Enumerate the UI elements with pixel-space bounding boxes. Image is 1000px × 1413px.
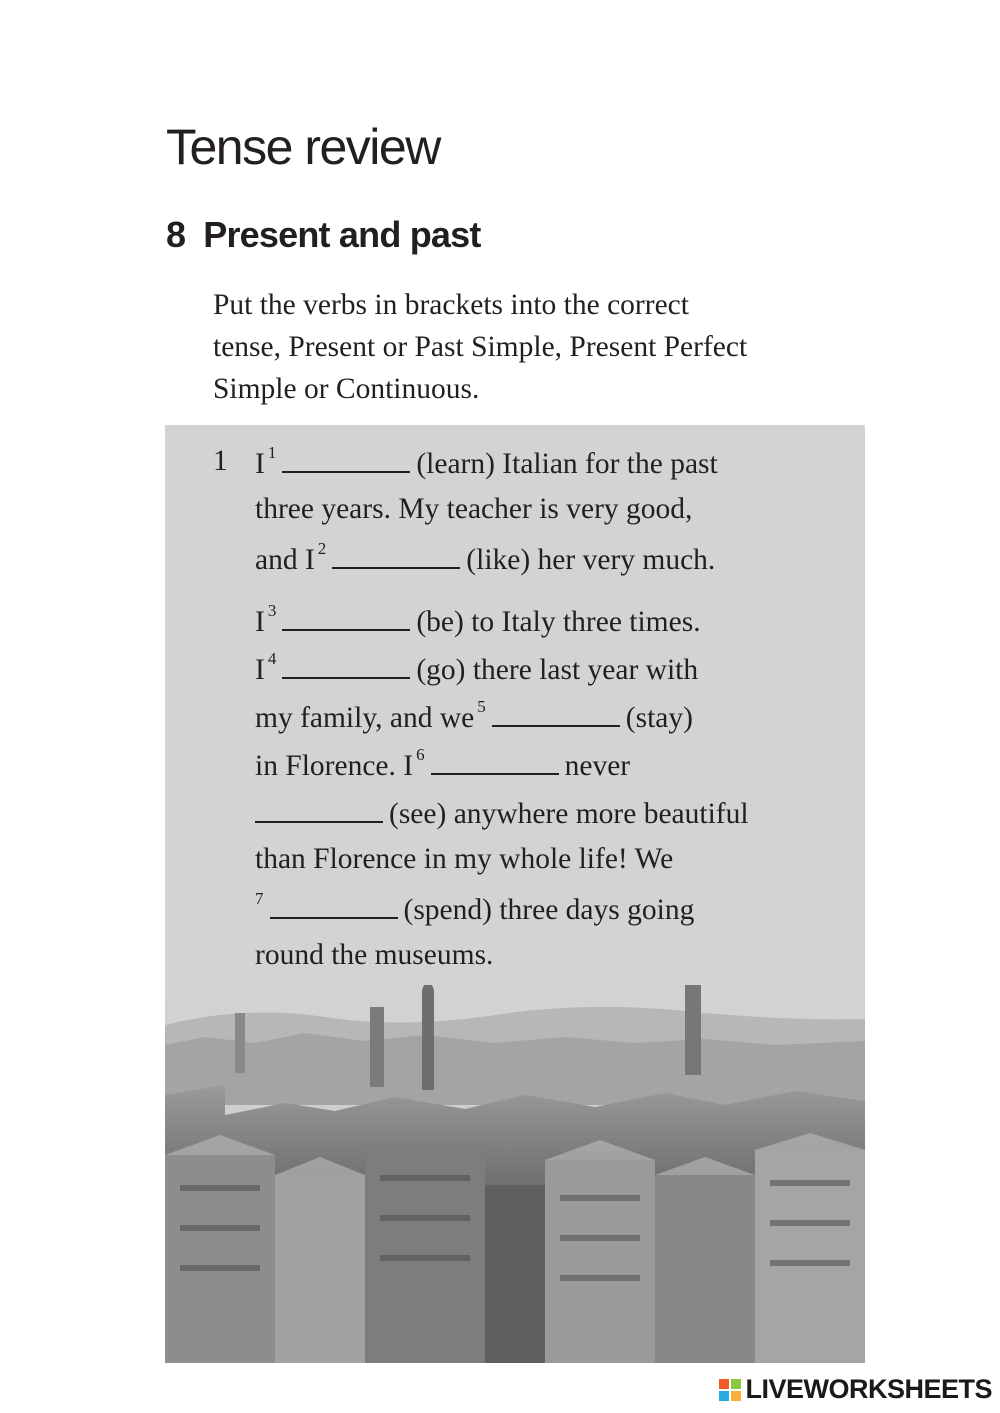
answer-blank-6a[interactable] xyxy=(431,747,559,775)
liveworksheets-logo-icon xyxy=(719,1379,741,1401)
line-text: (like) her very much. xyxy=(466,544,716,576)
exercise-line xyxy=(255,445,718,481)
exercise-line xyxy=(255,699,693,735)
answer-blank-3[interactable] xyxy=(282,603,410,631)
brand-name: LIVEWORKSHEETS xyxy=(745,1374,992,1404)
line-text: I xyxy=(255,448,265,480)
gap-number: 2 xyxy=(317,539,327,558)
gap-number: 7 xyxy=(255,889,264,908)
exercise-line xyxy=(255,795,749,831)
line-text: (see) anywhere more beautiful xyxy=(389,798,749,830)
exercise-line xyxy=(255,493,692,526)
page-title: Tense review xyxy=(166,119,440,175)
line-text: I xyxy=(255,606,265,638)
exercise-line xyxy=(255,891,694,927)
instructions-line: tense, Present or Past Simple, Present Perfect xyxy=(213,331,748,363)
line-text: (go) there last year with xyxy=(416,654,699,686)
section-heading xyxy=(166,214,481,256)
line-text: three years. My teacher is very good, xyxy=(255,493,693,525)
exercise-line xyxy=(255,843,673,876)
florence-cityscape-photo xyxy=(165,985,865,1363)
gap-number: 5 xyxy=(477,697,486,716)
answer-blank-2[interactable] xyxy=(332,541,460,569)
answer-blank-5[interactable] xyxy=(492,699,620,727)
answer-blank-4[interactable] xyxy=(282,651,410,679)
line-text: my family, and we xyxy=(255,702,475,734)
exercise-line xyxy=(255,541,715,577)
line-text: and I xyxy=(255,544,315,576)
answer-blank-7[interactable] xyxy=(270,891,398,919)
exercise-line xyxy=(255,939,493,972)
line-text: than Florence in my whole life! We xyxy=(255,843,674,875)
instructions xyxy=(213,284,893,410)
line-text: I xyxy=(255,654,265,686)
line-text: (spend) three days going xyxy=(403,894,695,926)
answer-blank-6b[interactable] xyxy=(255,795,383,823)
instructions-line: Put the verbs in brackets into the correct xyxy=(213,289,689,321)
line-text: (stay) xyxy=(625,702,693,734)
gap-number: 4 xyxy=(267,649,277,668)
answer-blank-1[interactable] xyxy=(282,445,410,473)
section-title: Present and past xyxy=(203,214,481,255)
exercise-line xyxy=(255,603,701,639)
instructions-line: Simple or Continuous. xyxy=(213,373,480,405)
gap-number: 1 xyxy=(267,443,277,462)
exercise-line xyxy=(255,747,630,783)
line-text: round the museums. xyxy=(255,939,494,971)
line-text: never xyxy=(564,750,631,782)
section-number: 8 xyxy=(166,214,186,255)
gap-number: 6 xyxy=(416,745,425,764)
liveworksheets-branding xyxy=(719,1374,992,1405)
line-text: (be) to Italy three times. xyxy=(416,606,701,638)
exercise-panel xyxy=(165,425,865,1363)
line-text: in Florence. I xyxy=(255,750,414,782)
gap-number: 3 xyxy=(267,601,277,620)
exercise-line xyxy=(255,651,698,687)
line-text: (learn) Italian for the past xyxy=(416,448,718,480)
exercise-number: 1 xyxy=(213,445,228,477)
